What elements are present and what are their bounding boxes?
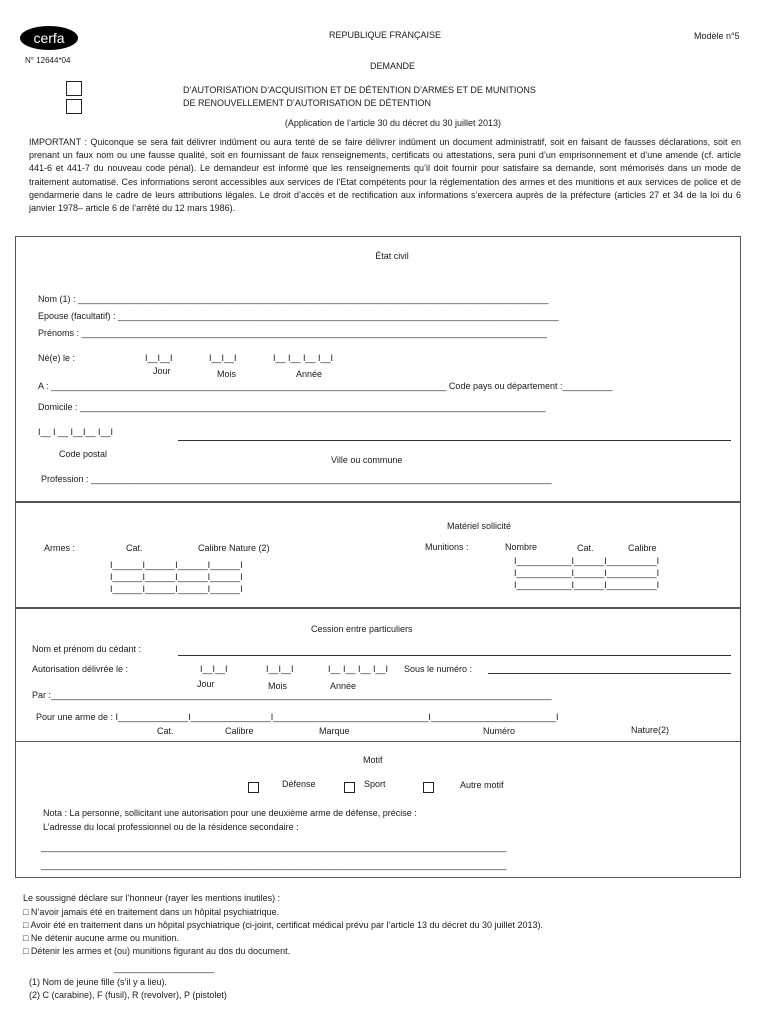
acquisition-checkbox[interactable] [66,81,82,96]
postal-code-boxes[interactable]: I__ I __ I__I__ I__I [38,427,114,437]
armes-row-2[interactable]: I______I______I______I______I [110,572,243,582]
model-number: Modèle n°5 [694,31,740,41]
birthplace-field[interactable]: A : _______________________________________________________________________________ Code pays ou département :__________ [38,381,613,391]
code-postal-caption: Code postal [59,449,108,459]
sous-numero-label: Sous le numéro : [404,664,473,674]
jour-caption: Jour [153,366,171,376]
munitions-label: Munitions : [425,542,469,552]
etat-civil-title: État civil [375,251,409,261]
declaration-intro: Le soussigné déclare sur l’honneur (rayer les mentions inutiles) : [23,893,281,903]
acquisition-option-label: D’AUTORISATION D’ACQUISITION ET DE DÉTENTION D’ARMES ET DE MUNITIONS [183,85,536,95]
materiel-title: Matériel sollicité [447,521,512,531]
nom-field[interactable]: Nom (1) : ______________________________________________________________________________________________ [38,294,549,304]
arme-field[interactable]: Pour une arme de : I______________I________________I_______________________________I_________________________I [36,712,559,722]
epouse-field[interactable]: Epouse (facultatif) : ________________________________________________________________________________________ [38,311,559,321]
birth-year-boxes[interactable]: I__ I__ I__ I__I [273,353,334,363]
munitions-nombre-header: Nombre [505,542,538,552]
arme-cat-caption: Cat. [157,726,174,736]
declaration-item[interactable]: □ Détenir les armes et (ou) munitions figurant au dos du document. [23,946,291,956]
cession-annee-caption: Année [330,681,357,691]
renewal-checkbox[interactable] [66,99,82,114]
arme-nature-caption: Nature(2) [631,725,670,735]
armes-cat-header: Cat. [126,543,143,553]
domicile-field[interactable]: Domicile : _____________________________________________________________________________________________ [38,402,546,412]
footnote-1: (1) Nom de jeune fille (s’il y a lieu). [29,977,168,987]
cession-year-boxes[interactable]: I__ I__ I__ I__I [328,664,389,674]
motif-divider [15,741,741,742]
arme-numero-caption: Numéro [483,726,516,736]
cession-day-boxes[interactable]: I__I__I [200,664,228,674]
demande-title: DEMANDE [369,61,415,71]
adresse-line-2[interactable]: _____________________________________________________________________________________________ [41,860,507,870]
cession-month-boxes[interactable]: I__I__I [266,664,294,674]
renewal-option-label: DE RENOUVELLEMENT D’AUTORISATION DE DÉTENTION [183,98,432,108]
adresse-label: L’adresse du local professionnel ou de la résidence secondaire : [43,822,299,832]
adresse-line-1[interactable]: _____________________________________________________________________________________________ [41,842,507,852]
footnote-2: (2) C (carabine), F (fusil), R (revolver), P (pistolet) [29,990,227,1000]
profession-field[interactable]: Profession : ____________________________________________________________________________________________ [41,474,552,484]
arme-marque-caption: Marque [319,726,350,736]
declaration-item[interactable]: □ N’avoir jamais été en traitement dans un hôpital psychiatrique. [23,907,280,917]
form-number: N° 12644*04 [25,56,71,65]
ville-caption: Ville ou commune [331,455,403,465]
munitions-row-2[interactable]: I___________I______I__________I [514,568,660,578]
birth-date-label: Né(e) le : [38,353,76,363]
footnote-separator: ____________________ [114,963,215,973]
cedant-line[interactable] [178,655,731,656]
nota-text: Nota : La personne, sollicitant une autorisation pour une deuxième arme de défense, précise : [43,808,417,818]
important-notice: IMPORTANT : Quiconque se sera fait délivrer indûment ou aura tenté de se faire délivrer indûment un document administratif, soit en faisant de fausses déclarations, soit en prenant un faux nom ou une fausse qualité, soit en fournissant de faux renseignements, certificats ou attestations, sera puni d’un emprisonnement et d’une amende (cf. article 441-6 et 441-7 du nouveau code pénal). Le demandeur est informé que les renseignements qu’il doit fournir pour satisfaire sa demande, sont mémorisés dans un mode de traitement automatisé. Ces informations seront accessibles aux services de l’Etat compétents pour la réglementation des armes et des munitions et aux services de police et de gendarmerie dans le cadre de leurs attributions légales. Le droit d’accès et de rectification aux informations s’exercera auprès de la préfecture (articles 27 et 34 de la loi du 6 janvier 1978– article 6 de l’arrêté du 12 mars 1986). [29,137,741,214]
cerfa-logo: cerfa [20,26,78,50]
cession-jour-caption: Jour [197,679,215,689]
cedant-label: Nom et prénom du cédant : [32,644,142,654]
motif-title: Motif [363,755,383,765]
declaration-item[interactable]: □ Avoir été en traitement dans un hôpital psychiatrique (ci-joint, certificat médical prévu par l’article 13 du décret du 30 juillet 2013). [23,920,544,930]
arme-calibre-caption: Calibre [225,726,254,736]
prenoms-field[interactable]: Prénoms : _____________________________________________________________________________________________ [38,328,548,338]
armes-calibre-nature-header: Calibre Nature (2) [198,543,270,553]
munitions-row-3[interactable]: I___________I______I__________I [514,580,660,590]
par-field[interactable]: Par :____________________________________________________________________________________________________ [32,690,552,700]
autorisation-label: Autorisation délivrée le : [32,664,129,674]
birth-day-boxes[interactable]: I__I__I [145,353,173,363]
defense-label: Défense [282,779,316,789]
annee-caption: Année [296,369,323,379]
ville-line[interactable] [178,440,731,441]
autre-motif-label: Autre motif [460,780,504,790]
mois-caption: Mois [217,369,237,379]
defense-checkbox[interactable] [248,782,259,793]
cession-title: Cession entre particuliers [311,624,413,634]
munitions-row-1[interactable]: I___________I______I__________I [514,556,660,566]
republic-title: REPUBLIQUE FRANÇAISE [328,30,442,40]
cession-mois-caption: Mois [268,681,288,691]
sport-label: Sport [364,779,386,789]
armes-row-3[interactable]: I______I______I______I______I [110,584,243,594]
autre-motif-checkbox[interactable] [423,782,434,793]
application-note: (Application de l’article 30 du décret du 30 juillet 2013) [284,118,502,128]
sport-checkbox[interactable] [344,782,355,793]
armes-label: Armes : [44,543,76,553]
armes-row-1[interactable]: I______I______I______I______I [110,560,243,570]
birth-month-boxes[interactable]: I__I__I [209,353,237,363]
munitions-calibre-header: Calibre [628,543,657,553]
declaration-item[interactable]: □ Ne détenir aucune arme ou munition. [23,933,180,943]
munitions-cat-header: Cat. [577,543,594,553]
numero-line[interactable] [488,673,731,674]
